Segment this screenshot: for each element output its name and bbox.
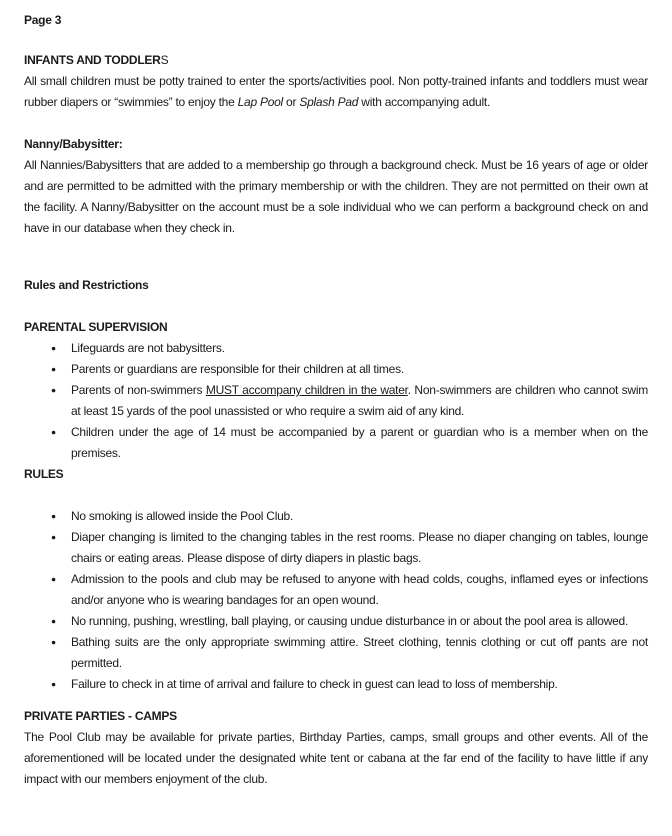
list-item: ● No running, pushing, wrestling, ball playing, or causing undue disturbance in or about the pool area is allowed. [24,611,648,632]
list-item-run: Parents of non-swimmers [71,383,206,397]
infants-paragraph-run: All small children must be potty trained to enter the sports/activities pool. Non potty-trained infants and toddlers must wear rubber diapers or “swimmies” to enjoy the [24,74,648,109]
parental-supervision-heading: PARENTAL SUPERVISION [24,320,168,334]
nanny-paragraph: All Nannies/Babysitters that are added to a membership go through a background check. Must be 16 years of age or older and are permitted to be admitted with the primary membership or with the children. They are not permitted on their own at the facility. A Nanny/Babysitter on the account must be a sole individual who we can perform a background check on and have in our database when they check in. [24,158,648,235]
lap-pool-italic: Lap Pool [237,95,283,109]
rules-list [24,506,648,695]
list-item: ● Bathing suits are the only appropriate swimming attire. Street clothing, tennis clothing or cut off pants are not permitted. [24,632,648,674]
private-parties-heading: PRIVATE PARTIES - CAMPS [24,709,177,723]
list-item [24,380,648,422]
list-item-run: . Non-swimmers are children who cannot swim at least 15 yards of the pool unassisted or who require a swim aid of any kind. [71,383,648,418]
underlined-run: MUST accompany children in the water [205,383,408,397]
list-item: ● Admission to the pools and club may be refused to anyone with head colds, coughs, inflamed eyes or infections and/or anyone who is wearing bandages for an open wound. [24,569,648,611]
private-parties-paragraph: The Pool Club may be available for private parties, Birthday Parties, camps, small groups and other events. All of the aforementioned will be located under the designated white tent or cabana at the far end of the facility to have little if any impact with our members enjoyment of the club. [24,730,648,786]
parental-supervision-list [24,338,648,464]
list-item: ● Diaper changing is limited to the changing tables in the rest rooms. Please no diaper changing on tables, lounge chairs or eating areas. Please dispose of dirty diapers in plastic bags. [24,527,648,569]
rules-and-restrictions-heading: Rules and Restrictions [24,278,149,292]
page-number-label: Page 3 [24,13,62,27]
list-item: ● No smoking is allowed inside the Pool Club. [24,506,648,527]
infants-heading [24,50,648,71]
list-item: ● Failure to check in at time of arrival and failure to check in guest can lead to loss of membership. [24,674,648,695]
rules-heading: RULES [24,467,64,481]
infants-paragraph [24,71,648,113]
nanny-heading: Nanny/Babysitter: [24,137,123,151]
list-item: ● Children under the age of 14 must be accompanied by a parent or guardian who is a member when on the premises. [24,422,648,464]
infants-heading-bold-run: INFANTS AND TODDLER [24,53,161,67]
list-item: ● Parents or guardians are responsible for their children at all times. [24,359,648,380]
list-item: ● Lifeguards are not babysitters. [24,338,648,359]
infants-heading-suffix-run: S [160,53,169,67]
infants-paragraph-run: or [282,95,300,109]
infants-paragraph-run: with accompanying adult. [358,95,491,109]
splash-pad-italic: Splash Pad [299,95,359,109]
